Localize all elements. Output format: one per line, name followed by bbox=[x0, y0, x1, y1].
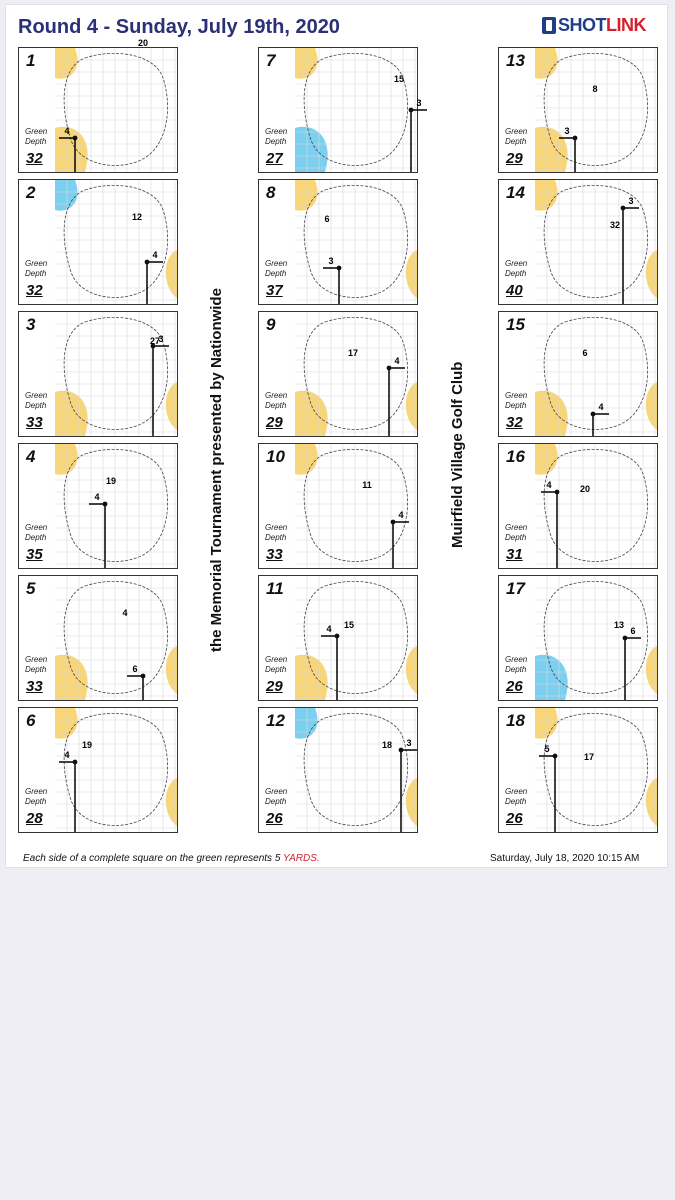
pin-depth-distance: 19 bbox=[105, 476, 117, 486]
green-depth-label: Green Depth bbox=[505, 655, 528, 674]
hole-number: 12 bbox=[266, 711, 285, 730]
water-hazard bbox=[295, 708, 318, 739]
bunker bbox=[535, 444, 558, 475]
green-depth-value: 32 bbox=[26, 150, 43, 167]
pin-location-icon bbox=[73, 136, 78, 141]
bunker bbox=[55, 708, 78, 739]
tournament-name: the Memorial Tournament presented by Nationwide bbox=[208, 288, 225, 652]
green-diagram bbox=[535, 48, 657, 172]
green-diagram bbox=[535, 312, 657, 436]
green-depth-value: 37 bbox=[266, 282, 283, 299]
pin-side-distance: 5 bbox=[544, 744, 550, 754]
hole-number: 8 bbox=[266, 183, 276, 202]
green-outline bbox=[64, 713, 167, 825]
hole-number: 9 bbox=[266, 315, 276, 334]
hole-15-panel bbox=[498, 311, 658, 437]
hole-7-panel bbox=[258, 47, 422, 173]
hole-8-panel bbox=[258, 179, 418, 305]
pin-location-icon bbox=[573, 136, 578, 141]
pin-side-distance: 3 bbox=[328, 256, 334, 266]
pin-side-distance: 4 bbox=[326, 624, 332, 634]
pin-location-icon bbox=[141, 674, 146, 679]
bunker bbox=[535, 48, 558, 79]
bunker bbox=[295, 655, 328, 700]
green-depth-label: Green Depth bbox=[505, 523, 528, 542]
hole-2-panel bbox=[18, 179, 178, 305]
green-diagram bbox=[55, 708, 177, 832]
timestamp: Saturday, July 18, 2020 10:15 AM bbox=[490, 853, 640, 864]
pin-location-icon bbox=[387, 366, 392, 371]
green-outline bbox=[64, 449, 167, 561]
green-depth-label: Green Depth bbox=[25, 127, 48, 146]
hole-number: 18 bbox=[506, 711, 525, 730]
green-diagram bbox=[295, 48, 422, 172]
pin-side-distance: 6 bbox=[630, 626, 636, 636]
logo-text: SHOTLINK bbox=[558, 14, 647, 35]
hole-6-panel bbox=[18, 707, 178, 833]
pin-side-distance: 3 bbox=[158, 334, 164, 344]
green-diagram bbox=[55, 180, 177, 304]
green-depth-value: 29 bbox=[266, 414, 283, 431]
bunker bbox=[55, 391, 88, 436]
green-depth-value: 40 bbox=[506, 282, 523, 299]
pin-depth-distance: 11 bbox=[362, 480, 372, 490]
hole-18-panel bbox=[498, 707, 658, 833]
pin-location-icon bbox=[591, 412, 596, 417]
green-depth-value: 33 bbox=[266, 546, 283, 563]
hole-number: 3 bbox=[26, 315, 36, 334]
pin-depth-distance: 6 bbox=[582, 348, 588, 358]
green-diagram bbox=[295, 180, 417, 304]
green-depth-label: Green Depth bbox=[265, 787, 288, 806]
hole-number: 15 bbox=[506, 315, 525, 334]
hole-12-panel bbox=[258, 707, 418, 833]
pin-side-distance: 4 bbox=[64, 750, 70, 760]
pin-sheet bbox=[5, 4, 668, 868]
hole-3-panel bbox=[18, 311, 178, 437]
bunker bbox=[295, 180, 318, 211]
bunker bbox=[166, 646, 177, 694]
hole-16-panel bbox=[498, 443, 658, 569]
pin-location-icon bbox=[409, 108, 414, 113]
bunker bbox=[166, 778, 177, 826]
green-depth-label: Green Depth bbox=[505, 787, 528, 806]
green-outline bbox=[544, 713, 647, 825]
green-depth-value: 33 bbox=[26, 414, 43, 431]
water-hazard bbox=[535, 655, 568, 700]
pin-side-distance: 4 bbox=[94, 492, 100, 502]
green-outline bbox=[64, 185, 167, 297]
water-hazard bbox=[55, 180, 78, 211]
bunker bbox=[646, 646, 657, 694]
green-depth-value: 33 bbox=[26, 678, 43, 695]
pin-depth-distance: 18 bbox=[381, 740, 393, 750]
green-diagram bbox=[55, 38, 177, 172]
hole-10-panel bbox=[258, 443, 418, 569]
green-diagram bbox=[535, 444, 657, 568]
hole-5-panel bbox=[18, 575, 178, 701]
green-depth-value: 28 bbox=[26, 810, 43, 827]
bunker bbox=[166, 382, 177, 430]
pin-depth-distance: 8 bbox=[592, 84, 598, 94]
course-name: Muirfield Village Golf Club bbox=[449, 361, 466, 548]
pin-depth-distance: 15 bbox=[343, 620, 355, 630]
hole-11-panel bbox=[258, 575, 418, 701]
green-depth-label: Green Depth bbox=[505, 127, 528, 146]
pin-depth-distance: 27 bbox=[149, 336, 161, 346]
pin-location-icon bbox=[623, 636, 628, 641]
hole-14-panel bbox=[498, 179, 658, 305]
hole-number: 11 bbox=[266, 579, 284, 598]
pin-side-distance: 3 bbox=[416, 98, 422, 108]
bunker bbox=[55, 48, 78, 79]
bunker bbox=[646, 778, 657, 826]
green-diagram bbox=[295, 444, 417, 568]
green-depth-value: 32 bbox=[26, 282, 43, 299]
pin-location-icon bbox=[553, 754, 558, 759]
green-outline bbox=[304, 449, 407, 561]
hole-number: 2 bbox=[26, 183, 36, 202]
green-depth-label: Green Depth bbox=[25, 523, 48, 542]
pin-location-icon bbox=[399, 748, 404, 753]
hole-number: 13 bbox=[506, 51, 525, 70]
green-depth-label: Green Depth bbox=[25, 787, 48, 806]
bunker bbox=[55, 444, 78, 475]
bunker bbox=[295, 444, 318, 475]
green-outline bbox=[544, 449, 647, 561]
bunker bbox=[535, 127, 568, 172]
green-diagram bbox=[55, 312, 177, 436]
pin-depth-distance: 17 bbox=[347, 348, 359, 358]
hole-number: 10 bbox=[266, 447, 285, 466]
bunker bbox=[55, 127, 88, 172]
pin-side-distance: 4 bbox=[546, 480, 552, 490]
hole-number: 4 bbox=[26, 447, 36, 466]
pin-depth-distance: 17 bbox=[583, 752, 595, 762]
green-depth-label: Green Depth bbox=[265, 127, 288, 146]
green-depth-label: Green Depth bbox=[505, 259, 528, 278]
shotlink-logo bbox=[542, 14, 664, 36]
green-outline bbox=[304, 185, 407, 297]
hole-number: 17 bbox=[506, 579, 525, 598]
hole-number: 6 bbox=[26, 711, 36, 730]
hole-number: 1 bbox=[26, 51, 36, 70]
green-depth-label: Green Depth bbox=[265, 655, 288, 674]
bunker bbox=[295, 48, 318, 79]
hole-number: 16 bbox=[506, 447, 525, 466]
pga-tour-icon bbox=[542, 17, 556, 34]
pin-location-icon bbox=[145, 260, 150, 265]
bunker bbox=[295, 391, 328, 436]
pin-depth-distance: 20 bbox=[137, 38, 149, 48]
green-diagram bbox=[535, 708, 657, 832]
bunker bbox=[406, 382, 417, 430]
bunker bbox=[535, 391, 568, 436]
bunker bbox=[406, 778, 417, 826]
pin-depth-distance: 19 bbox=[81, 740, 93, 750]
bunker bbox=[535, 180, 558, 211]
green-depth-value: 29 bbox=[266, 678, 283, 695]
pin-side-distance: 3 bbox=[406, 738, 412, 748]
bunker bbox=[535, 708, 558, 739]
green-depth-value: 26 bbox=[266, 810, 283, 827]
bunker bbox=[646, 382, 657, 430]
green-diagram bbox=[535, 180, 657, 304]
hole-4-panel bbox=[18, 443, 178, 569]
green-depth-value: 35 bbox=[26, 546, 43, 563]
hole-1-panel bbox=[18, 38, 178, 173]
pin-side-distance: 4 bbox=[64, 126, 70, 136]
green-depth-label: Green Depth bbox=[25, 391, 48, 410]
green-diagram bbox=[295, 708, 417, 832]
green-diagram bbox=[295, 312, 417, 436]
pin-side-distance: 3 bbox=[628, 196, 634, 206]
green-depth-value: 26 bbox=[506, 810, 523, 827]
pin-side-distance: 4 bbox=[394, 356, 400, 366]
bunker bbox=[406, 250, 417, 298]
green-depth-value: 26 bbox=[506, 678, 523, 695]
hole-number: 7 bbox=[266, 51, 276, 70]
hole-17-panel bbox=[498, 575, 658, 701]
bunker bbox=[166, 250, 177, 298]
green-depth-label: Green Depth bbox=[265, 523, 288, 542]
pin-depth-distance: 12 bbox=[131, 212, 143, 222]
green-diagram bbox=[55, 444, 177, 568]
pin-side-distance: 4 bbox=[598, 402, 604, 412]
page-title: Round 4 - Sunday, July 19th, 2020 bbox=[18, 16, 340, 38]
pin-side-distance: 4 bbox=[152, 250, 158, 260]
green-depth-label: Green Depth bbox=[25, 259, 48, 278]
green-outline bbox=[304, 713, 407, 825]
bunker bbox=[646, 250, 657, 298]
pin-side-distance: 3 bbox=[564, 126, 570, 136]
green-depth-label: Green Depth bbox=[265, 391, 288, 410]
pin-depth-distance: 6 bbox=[324, 214, 330, 224]
green-diagram bbox=[55, 576, 177, 700]
pin-location-icon bbox=[391, 520, 396, 525]
green-depth-label: Green Depth bbox=[25, 655, 48, 674]
bunker bbox=[55, 655, 88, 700]
scale-note: Each side of a complete square on the green represents 5 YARDS. bbox=[23, 853, 320, 864]
green-diagram bbox=[535, 576, 657, 700]
pin-location-icon bbox=[555, 490, 560, 495]
pin-side-distance: 4 bbox=[398, 510, 404, 520]
hole-number: 14 bbox=[506, 183, 525, 202]
pin-depth-distance: 13 bbox=[613, 620, 625, 630]
pin-location-icon bbox=[103, 502, 108, 507]
pin-side-distance: 6 bbox=[132, 664, 138, 674]
pin-depth-distance: 4 bbox=[122, 608, 128, 618]
green-depth-label: Green Depth bbox=[265, 259, 288, 278]
hole-13-panel bbox=[498, 47, 658, 173]
green-depth-label: Green Depth bbox=[505, 391, 528, 410]
bunker bbox=[406, 646, 417, 694]
water-hazard bbox=[295, 127, 328, 172]
green-diagram bbox=[295, 576, 417, 700]
pin-depth-distance: 32 bbox=[609, 220, 621, 230]
hole-number: 5 bbox=[26, 579, 36, 598]
green-depth-value: 27 bbox=[266, 150, 283, 167]
pin-location-icon bbox=[73, 760, 78, 765]
pin-location-icon bbox=[621, 206, 626, 211]
hole-9-panel bbox=[258, 311, 418, 437]
pin-depth-distance: 20 bbox=[579, 484, 591, 494]
green-depth-value: 32 bbox=[506, 414, 523, 431]
pin-location-icon bbox=[335, 634, 340, 639]
pin-depth-distance: 15 bbox=[393, 74, 405, 84]
pin-location-icon bbox=[337, 266, 342, 271]
green-depth-value: 31 bbox=[506, 546, 523, 563]
green-depth-value: 29 bbox=[506, 150, 523, 167]
